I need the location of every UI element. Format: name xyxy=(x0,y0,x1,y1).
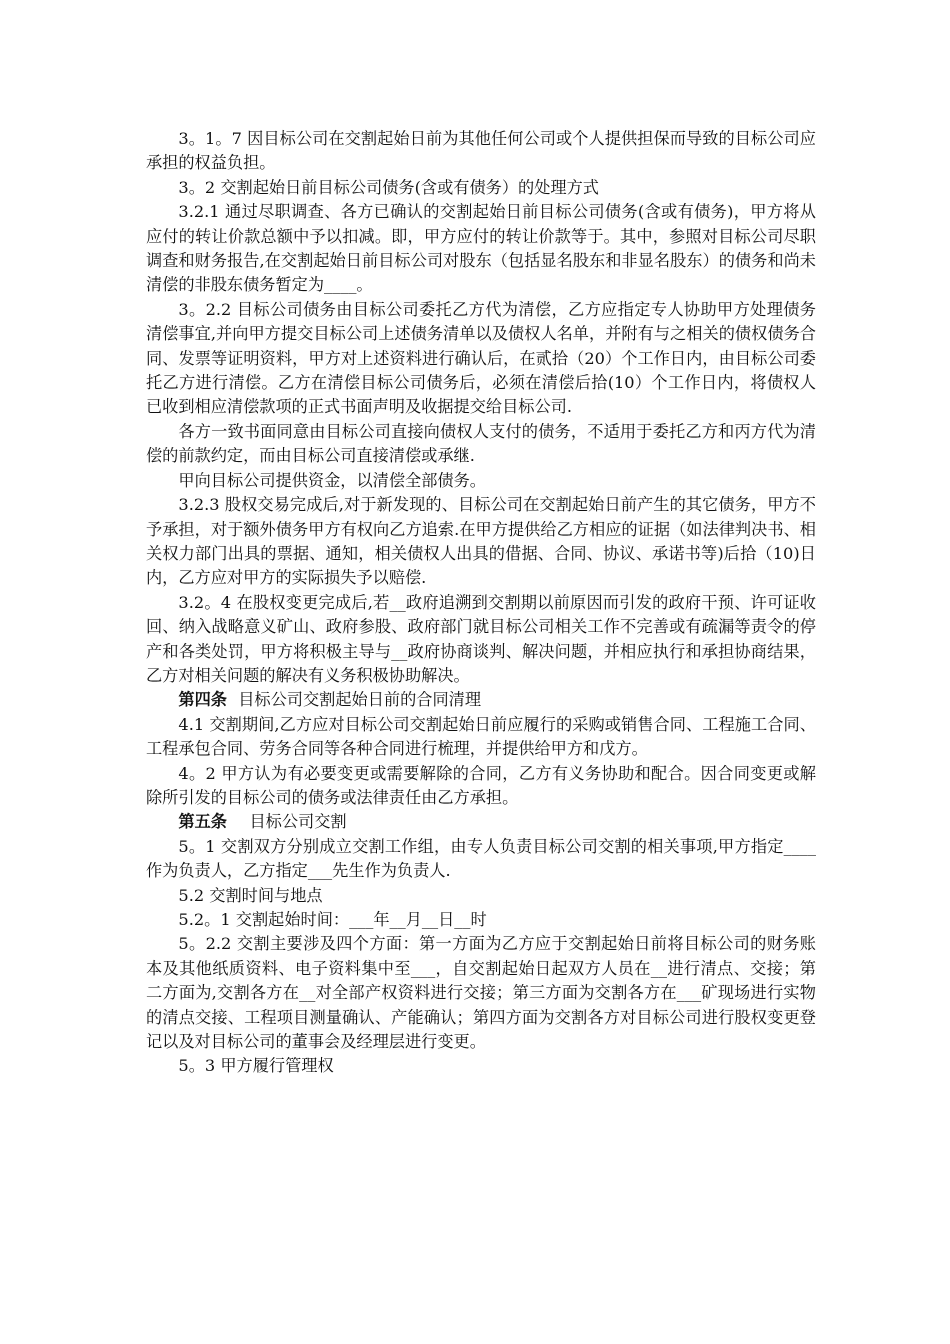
paragraph-3-2-4: 3.2。4 在股权变更完成后,若__政府追溯到交割期以前原因而引发的政府干预、许可证收回、纳入战略意义矿山、政府参股、政府部门就目标公司相关工作不完善或有疏漏等责令的停产和各类处罚，甲方将积极主导与__政府协商谈判、解决问题，并相应执行和承担协商结果，乙方对相关问题的解决有义务积极协助解决。 xyxy=(146,592,816,685)
paragraph-5-2-2: 5。2.2 交割主要涉及四个方面：第一方面为乙方应于交割起始日前将目标公司的财务账本及其他纸质资料、电子资料集中至___，自交割起始日起双方人员在__进行清点、交接；第二方面为,交割各方在__对全部产权资料进行交接；第三方面为交割各方在___矿现场进行实物的清点交接、工程项目测量确认、产能确认；第四方面为交割各方对目标公司进行股权变更登记以及对目标公司的董事会及经理层进行变更。 xyxy=(146,934,816,1052)
paragraph-3-2-2: 3。2.2 目标公司债务由目标公司委托乙方代为清偿，乙方应指定专人协助甲方处理债务清偿事宜,并向甲方提交目标公司上述债务清单以及债权人名单，并附有与之相关的债权债务合同、发票等证明资料，甲方对上述资料进行确认后，在贰拾（20）个工作日内，由目标公司委托乙方进行清偿。乙方在清偿目标公司债务后，必须在清偿后拾(10）个工作日内，将债权人已收到相应清偿款项的正式书面声明及收据提交给目标公司. xyxy=(146,299,816,417)
paragraph-3-2-3: 3.2.3 股权交易完成后,对于新发现的、目标公司在交割起始日前产生的其它债务，甲方不予承担，对于额外债务甲方有权向乙方追索.在甲方提供给乙方相应的证据（如法律判决书、相关权力部门出具的票据、通知，相关债权人出具的借据、合同、协议、承诺书等)后拾（10)日内，乙方应对甲方的实际损失予以赔偿. xyxy=(146,495,816,588)
paragraph-3-1-7: 3。1。7 因目标公司在交割起始日前为其他任何公司或个人提供担保而导致的目标公司应承担的权益负担。 xyxy=(146,129,816,173)
paragraph-3-2: 3。2 交割起始日前目标公司债务(含或有债务）的处理方式 xyxy=(178,177,599,197)
paragraph-direct-payment: 各方一致书面同意由目标公司直接向债权人支付的债务，不适用于委托乙方和丙方代为清偿的前款约定，而由目标公司直接清偿或承继. xyxy=(146,421,816,466)
article-5-title: 第五条 xyxy=(178,812,227,832)
article-4-title: 第四条 xyxy=(178,690,227,710)
paragraph-5-2-1: 5.2。1 交割起始时间：___年__月__日__时 xyxy=(178,910,487,929)
paragraph-4-2: 4。2 甲方认为有必要变更或需要解除的合同，乙方有义务协助和配合。因合同变更或解除所引发的目标公司的债务或法律责任由乙方承担。 xyxy=(146,763,816,807)
article-5-subtitle: 目标公司交割 xyxy=(249,812,347,832)
paragraph-5-2: 5.2 交割时间与地点 xyxy=(178,885,323,905)
document-body xyxy=(146,127,816,1079)
paragraph-5-1: 5。1 交割双方分别成立交割工作组，由专人负责目标公司交割的相关事项,甲方指定____作为负责人，乙方指定___先生作为负责人. xyxy=(146,836,816,881)
article-4-subtitle: 目标公司交割起始日前的合同清理 xyxy=(238,690,482,710)
paragraph-5-3: 5。3 甲方履行管理权 xyxy=(178,1056,334,1076)
paragraph-3-2-1: 3.2.1 通过尽职调查、各方已确认的交割起始日前目标公司债务(含或有债务)，甲方将从应付的转让价款总额中予以扣减。即，甲方应付的转让价款等于。其中，参照对目标公司尽职调查和财务报告,在交割起始日前目标公司对股东（包括显名股东和非显名股东）的债务和尚未清偿的非股东债务暂定为____。 xyxy=(146,202,816,295)
paragraph-funding: 甲向目标公司提供资金，以清偿全部债务。 xyxy=(178,470,486,490)
paragraph-4-1: 4.1 交割期间,乙方应对目标公司交割起始日前应履行的采购或销售合同、工程施工合同、工程承包合同、劳务合同等各种合同进行梳理，并提供给甲方和戊方。 xyxy=(146,714,816,759)
article-5-heading xyxy=(146,810,816,834)
article-4-heading xyxy=(146,688,816,712)
